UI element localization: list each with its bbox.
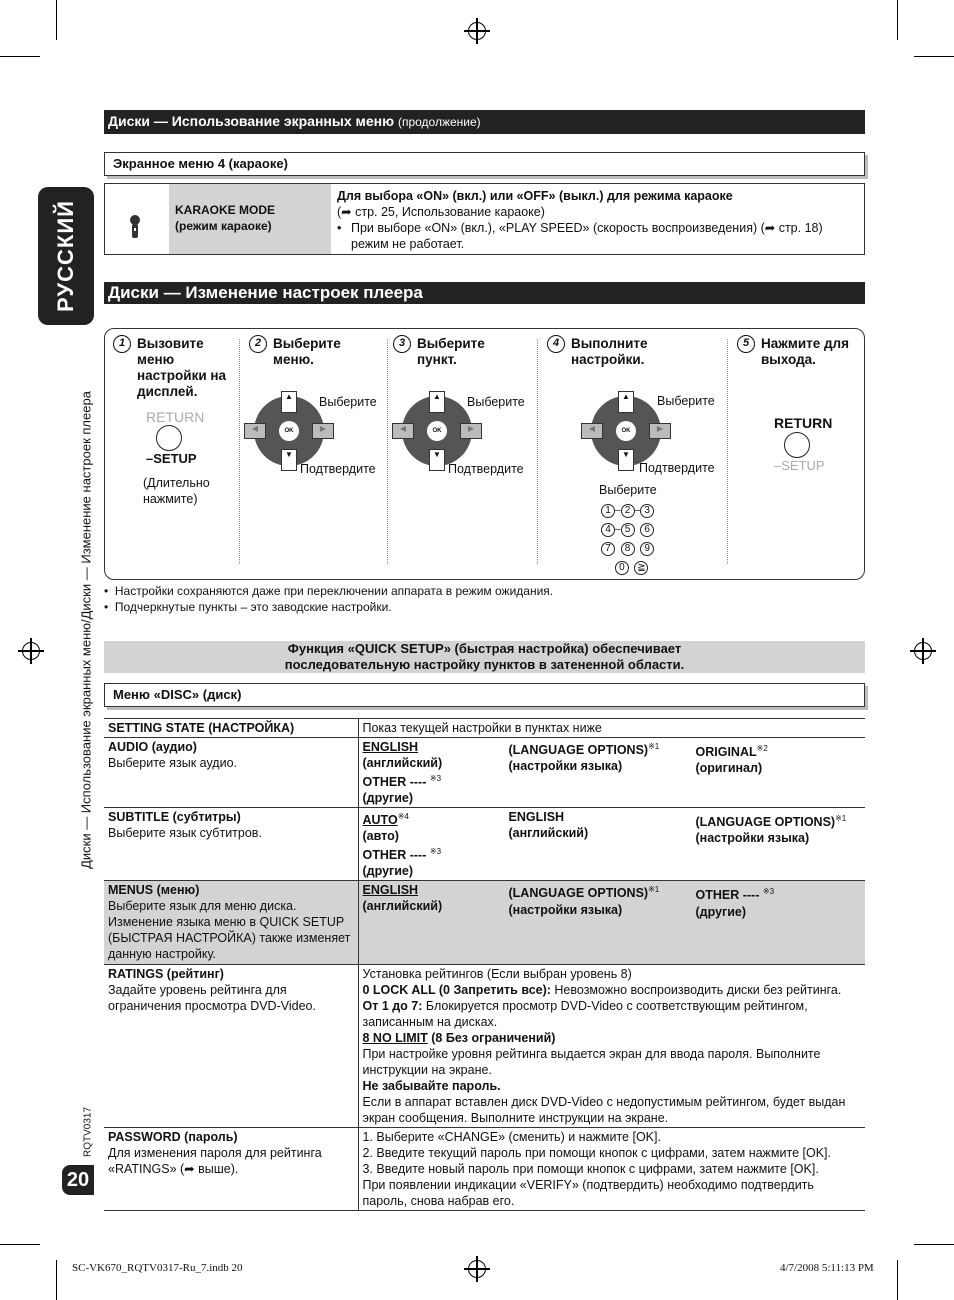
down-arrow-icon[interactable]: ▼ [618, 449, 634, 471]
left-arrow-icon: ◀ [581, 423, 603, 439]
crop-mark [914, 1244, 954, 1245]
left-arrow-icon: ◀ [244, 423, 266, 439]
quick-setup-notice: Функция «QUICK SETUP» (быстрая настройка) обеспечивает последовательную настройку пунктов в затененной области. [104, 641, 865, 673]
karaoke-row: KARAOKE MODE (режим караоке) Для выбора «ON» (вкл.) или «OFF» (выкл.) для режима караоке (➦ стр. 25, Использование караоке) • При выборе «ON» (вкл.), «PLAY SPEED» (скорость воспроизведения) (➦ стр. 18) режим не работает. [104, 183, 865, 255]
step-1: 1 Вызовите меню настройки на дисплей. RETURN –SETUP (Длительно нажмите) [113, 335, 233, 353]
ok-button[interactable]: OK [279, 421, 299, 441]
steps-panel [104, 328, 865, 580]
table-row: SUBTITLE (субтитры) Выберите язык субтитров. AUTO$^{※4}$ (авто) OTHER ---- $^{※3}$ (другие) ENGLISH (английский) (LANGUAGE OPTIONS)$^{※1}$ (настройки языка) [104, 808, 865, 881]
karaoke-menu-header: Экранное меню 4 (караоке) [104, 152, 865, 176]
footer-file: SC-VK670_RQTV0317-Ru_7.indb 20 [72, 1262, 243, 1274]
right-arrow-icon: ▶ [649, 423, 671, 439]
table-row: SETTING STATE (НАСТРОЙКА) Показ текущей настройки в пунктах ниже [104, 719, 865, 738]
step-4: 4 Выполните настройки. OK ▲ ▼ ◀ ▶ Выберите Подтвердите Выберите 1 – 2 – 3 4 – 5 6 7 8 9 0 ≧ [547, 335, 717, 353]
crop-mark [0, 1244, 40, 1245]
crop-mark [56, 0, 57, 40]
registration-mark [22, 642, 40, 660]
table-row: AUDIO (аудио) Выберите язык аудио. ENGLISH (английский) OTHER ---- $^{※3}$ (другие) (LANGUAGE OPTIONS)$^{※1}$ (настройки языка) ORIGINAL$^{※2}$ (оригинал) [104, 738, 865, 808]
registration-mark [468, 22, 486, 40]
step-5: 5 Нажмите для выхода. RETURN –SETUP [737, 335, 862, 353]
crop-mark [0, 56, 40, 57]
notes-list: • Настройки сохраняются даже при переключении аппарата в режим ожидания. • Подчеркнутые пункты – это заводские настройки. [104, 584, 554, 614]
number-keys: 1 – 2 – 3 4 – 5 6 7 8 9 0 ≧ [601, 501, 654, 577]
registration-mark [914, 642, 932, 660]
page-number: 20 [62, 1165, 94, 1195]
table-row: MENUS (меню) Выберите язык для меню диска. Изменение языка меню в QUICK SETUP (БЫСТРАЯ НАСТРОЙКА) также изменяет данную настройку. ENGLISH (английский) (LANGUAGE OPTIONS)$^{※1}$ (настройки языка) OTHER ---- $^{※3}$ (другие) [104, 881, 865, 965]
crop-mark [56, 1260, 57, 1300]
left-arrow-icon: ◀ [392, 423, 414, 439]
right-arrow-icon: ▶ [460, 423, 482, 439]
vertical-section-title: Диски — Использование экранных меню/Диски — Изменение настроек плеера [78, 391, 94, 869]
return-button[interactable] [784, 432, 810, 458]
step-3: 3 Выберите пункт. OK ▲ ▼ ◀ ▶ Выберите Подтвердите [393, 335, 543, 353]
microphone-icon [105, 184, 169, 254]
down-arrow-icon[interactable]: ▼ [281, 449, 297, 471]
up-arrow-icon[interactable]: ▲ [281, 391, 297, 413]
crop-mark [897, 0, 898, 40]
section-header-onscreen-menus: Диски — Использование экранных меню (продолжение) [104, 110, 865, 134]
up-arrow-icon[interactable]: ▲ [618, 391, 634, 413]
ok-button[interactable]: OK [427, 421, 447, 441]
language-tab: РУССКИЙ [38, 187, 94, 325]
disc-settings-table [104, 718, 865, 1211]
right-arrow-icon: ▶ [312, 423, 334, 439]
crop-mark [897, 1260, 898, 1300]
table-row: PASSWORD (пароль) Для изменения пароля для рейтинга «RATINGS» (➦ выше). 1. Выберите «CHANGE» (сменить) и нажмите [OK]. 2. Введите текущий пароль при помощи кнопок с цифрами, затем нажмите [OK]. 3. Введите новый пароль при помощи кнопок с цифрами, затем нажмите [OK]. При появлении индикации «VERIFY» (подтвердить) необходимо подтвердить пароль, снова набрав его. [104, 1128, 865, 1211]
doc-code: RQTV0317 [82, 1106, 94, 1158]
registration-mark [468, 1260, 486, 1278]
table-row: RATINGS (рейтинг) Задайте уровень рейтинга для ограничения просмотра DVD-Video. Установка рейтингов (Если выбран уровень 8) 0 LOCK ALL (0 Запретить все): Невозможно воспроизводить диски без рейтинга. От 1 до 7: Блокируется просмотр DVD-Video с соответствующим рейтингом, записанным на дисках. 8 NO LIMIT (8 Без ограничений) При настройке уровня рейтинга выдается экран для ввода пароля. Выполните инструкции на экране. Не забывайте пароль. Если в аппарат вставлен диск DVD-Video с недопустимым рейтингом, будет выдан экран сообщения. Выполните инструкции на экране. [104, 965, 865, 1128]
disc-menu-header: Меню «DISC» (диск) [104, 683, 865, 707]
footer-date: 4/7/2008 5:11:13 PM [780, 1262, 874, 1274]
ok-button[interactable]: OK [616, 421, 636, 441]
return-button[interactable] [156, 425, 182, 451]
up-arrow-icon[interactable]: ▲ [429, 391, 445, 413]
section-header-player-settings: Диски — Изменение настроек плеера [104, 282, 865, 304]
down-arrow-icon[interactable]: ▼ [429, 449, 445, 471]
step-2: 2 Выберите меню. OK ▲ ▼ ◀ ▶ Выберите Подтвердите [249, 335, 389, 353]
crop-mark [914, 56, 954, 57]
